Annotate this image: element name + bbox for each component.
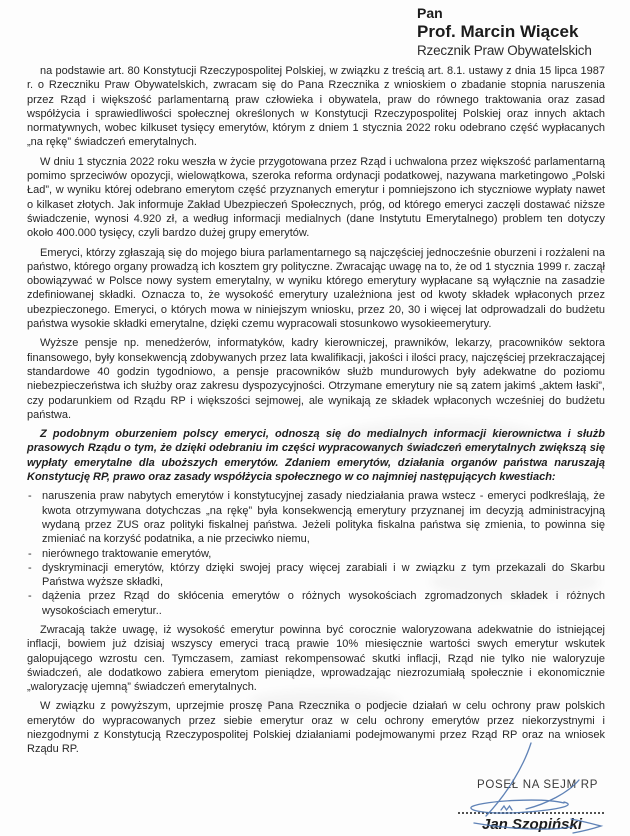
opening-paragraph: na podstawie art. 80 Konstytucji Rzeczypospolitej Polskiej, w związku z treścią art. 8.1. ustawy z dnia 15 lipca 1987 r. o Rzeczniku Praw Obywatelskich, zwracam się do Pana Rzecznika z wnioskiem o zbadanie stopnia naruszenia przez Rząd i większość parlamentarną praw człowieka i obywatela, praw do równego traktowania oraz zasad współżycia i sprawiedliwości społecznej określonych w Konstytucji Rzeczypospolitej Polskiej oraz innych aktach normatywnych, wobec kilkuset tysięcy emerytów, którym z dniem 1 stycznia 2022 roku odebrano część wypłacanych „na rękę” świadczeń emerytalnych. bbox=[27, 65, 605, 149]
reform-paragraph: W dniu 1 stycznia 2022 roku weszła w życie przygotowana przez Rząd i uchwalona przez większość parlamentarną pomimo sprzeciwów opozycji, wielowątkowa, szeroka reforma ordynacji podatkowej, nazywana marketingowo „Polski Ład”, w wyniku której odebrano emerytom część przyznanych emerytur i pomniejszono ich styczniowe wypłaty nawet o kilkaset złotych. Jak informuje Zakład Ubezpieczeń Społecznych, próg, od którego emeryci zaczęli dostawać niższe świadczenie, wynosi 4.920 zł, a według informacji medialnych (dane Instytutu Emerytalnego) problem ten dotyczy około 400.000 tysięcy, czyli bardzo dużej grupy emerytów. bbox=[27, 155, 605, 240]
letter-body bbox=[27, 64, 605, 762]
recipient-name: Prof. Marcin Wiącek bbox=[417, 22, 579, 41]
recipient-block bbox=[417, 4, 592, 59]
bullet-text: dążenia przez Rząd do skłócenia emerytów o różnych wysokościach zgromadzonych składek i różnych wysokościach emerytur.. bbox=[42, 590, 605, 617]
recipient-title: Rzecznik Praw Obywatelskich bbox=[417, 43, 592, 58]
bullet-text: naruszenia praw nabytych emerytów i konstytucyjnej zasady niedziałania prawa wstecz - emeryci podkreślają, że kwota otrzymywana dotychczas „na rękę” była konsekwencją emerytury przyznanej im decyzją administracyjną wydaną przez ZUS oraz polityki fiskalnej państwa. Jeżeli polityka fiskalna państwa się zmienia, to powinna się zmieniać na korzyść podatnika, a nie przeciwko niemu, bbox=[42, 490, 605, 546]
signature-role: POSEŁ NA SEJM RP bbox=[477, 779, 599, 791]
list-item bbox=[27, 561, 605, 590]
bullet-list bbox=[27, 489, 605, 618]
salaries-paragraph: Wyższe pensje np. menedżerów, informatyków, kadry kierowniczej, prawników, lekarzy, pracowników sektora finansowego, były konsekwencją zdobywanych przez lata kwalifikacji, jakości i ilości pracy, najczęściej przekraczającej standardowe 40 godzin tygodniowo, a pensje pracowników służb mundurowych były adekwatne do poziomu niebezpieczeństwa ich służby oraz zakresu dyspozycyjności. Otrzymane emerytury nie są zatem jakimś „aktem łaski”, czy podarunkiem od Rządu RP i większości sejmowej, ale wynikają ze składek wpłaconych wcześniej do budżetu państwa. bbox=[27, 337, 605, 421]
closing-paragraph: W związku z powyższym, uprzejmie proszę Pana Rzecznika o podjecie działań w celu ochrony praw polskich emerytów do wypracowanych przez siebie emerytur oraz w celu ochrony emerytów przez niekorzystnymi i niezgodnymi z Konstytucją Rzeczypospolitej Polskiej działaniami podejmowanymi przez Rząd RP oraz na wniosek Rządu RP. bbox=[27, 700, 605, 756]
bullet-text: nierównego traktowanie emerytów, bbox=[42, 547, 212, 560]
list-item bbox=[27, 589, 605, 618]
handwritten-signature-icon bbox=[430, 735, 630, 836]
bullet-text: dyskryminacji emerytów, którzy dzięki swojej pracy więcej zarabiali i w związku z tym przekazali do Skarbu Państwa wyższe składki, bbox=[42, 561, 605, 589]
signature-name: Jan Szopiński bbox=[481, 816, 583, 833]
list-item bbox=[27, 489, 605, 546]
bullet-dash: - bbox=[28, 561, 32, 574]
recipient-salutation: Pan bbox=[417, 5, 443, 21]
bullet-dash: - bbox=[28, 547, 32, 560]
bullet-dash: - bbox=[28, 490, 32, 503]
list-item bbox=[27, 547, 605, 561]
bullet-dash: - bbox=[28, 590, 32, 603]
pension-system-paragraph: Emeryci, którzy zgłaszają się do mojego biura parlamentarnego są najczęściej jednocześnie oburzeni i rozżaleni na państwo, którego organy prowadzą ich kosztem gry polityczne. Zwracając uwagę na to, że od 1 stycznia 1999 r. zaczął obowiązywać w Polsce nowy system emerytalny, w wyniku którego emerytury wypłacane są wyłącznie na zasadzie zdefiniowanej składki. Oznacza to, że wysokość emerytury uzależniona jest od kwoty składek wpłaconych przez ubezpieczonego. Emeryci, o których mowa w niniejszym wniosku, przez 20, 30 i więcej lat odprowadzali do budżetu państwa wysokie składki emerytalne, dzięki czemu wypracowali stosunkowo wysokieemerytury. bbox=[27, 246, 605, 331]
indexation-paragraph: Zwracają także uwagę, iż wysokość emerytur powinna być corocznie waloryzowana adekwatnie do istniejącej inflacji, bowiem już dzisiaj wszyscy emeryci tracą prawie 10% miesięcznie wartości swych emerytur wskutek galopującego wzrostu cen. Tymczasem, zamiast rekompensować skutki inflacji, Rząd nie tylko nie waloryzuje świadczeń, ale dodatkowo zabiera emerytom pieniądze, wprowadzając niezrozumiałą społecznie i ekonomicznie „waloryzację ujemną” świadczeń emerytalnych. bbox=[27, 623, 605, 694]
emphasis-paragraph: Z podobnym oburzeniem polscy emeryci, odnoszą się do medialnych informacji kierownictwa i służb prasowych Rządu o tym, że dzięki odebraniu im części wypracowanych świadczeń emerytalnych zwiększą się wypłaty emerytalne dla uboższych emerytów. Zdaniem emerytów, działania organów państwa naruszają Konstytucję RP, prawo oraz zasady współżycia społecznego w co najmniej następujących kwestiach: bbox=[27, 428, 605, 484]
